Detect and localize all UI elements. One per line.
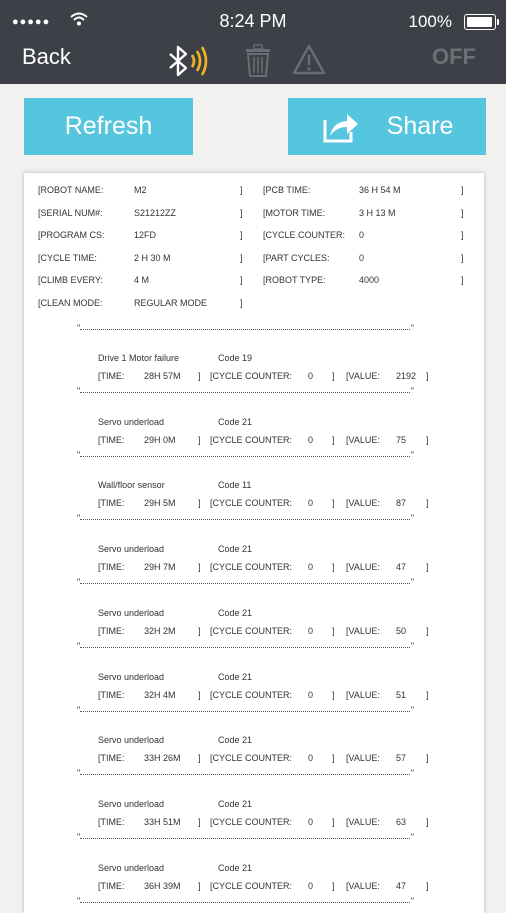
bracket: ]	[198, 816, 201, 827]
bracket: ]	[198, 880, 201, 891]
counter-value: 0	[308, 816, 314, 827]
separator	[80, 456, 410, 457]
time-value: 33H 26M	[144, 753, 181, 764]
value-label: [VALUE:	[346, 625, 380, 636]
info-label: [CYCLE COUNTER:	[263, 230, 346, 240]
counter-label: [CYCLE COUNTER:	[210, 625, 293, 636]
info-close: ]	[240, 297, 243, 308]
event-title: Servo underload	[98, 544, 165, 555]
info-label: [ROBOT NAME:	[38, 185, 104, 195]
event-code: Code 21	[218, 671, 253, 682]
info-close: ]	[240, 230, 243, 240]
bracket: ]	[426, 753, 429, 764]
counter-value: 0	[308, 371, 314, 381]
time-value: 29H 7M	[144, 562, 176, 573]
top-bar	[0, 0, 506, 84]
separator	[80, 711, 410, 712]
event-title: Servo underload	[98, 607, 165, 618]
event-title: Wall/floor sensor	[98, 480, 165, 491]
time-label: [TIME:	[98, 498, 125, 509]
info-label: [MOTOR TIME:	[263, 207, 326, 218]
time-value: 28H 57M	[144, 371, 181, 381]
value-value: 47	[396, 562, 407, 573]
separator	[80, 329, 410, 330]
value-label: [VALUE:	[346, 371, 380, 381]
bracket: ]	[198, 562, 201, 573]
info-label: [PCB TIME:	[263, 185, 311, 195]
info-close: ]	[240, 185, 243, 195]
value-label: [VALUE:	[346, 689, 380, 700]
bracket: ]	[332, 562, 335, 573]
bracket: ]	[198, 434, 201, 445]
info-label: [PROGRAM CS:	[38, 230, 105, 240]
event-title: Servo underload	[98, 671, 165, 682]
info-value: 4 M	[134, 275, 150, 285]
bluetooth-icon[interactable]	[166, 44, 226, 78]
info-close: ]	[461, 252, 464, 263]
time-label: [TIME:	[98, 880, 125, 891]
info-close: ]	[240, 207, 243, 218]
time-value: 32H 2M	[144, 625, 176, 636]
bracket: ]	[426, 689, 429, 700]
value-value: 2192	[396, 371, 417, 381]
time-label: [TIME:	[98, 371, 125, 381]
counter-label: [CYCLE COUNTER:	[210, 434, 293, 445]
signal-icon: ●●●●●	[12, 16, 51, 28]
time-label: [TIME:	[98, 689, 125, 700]
share-icon	[321, 110, 361, 144]
time-value: 29H 5M	[144, 498, 176, 509]
event-code: Code 19	[218, 353, 253, 363]
value-value: 51	[396, 689, 407, 700]
refresh-label: Refresh	[64, 112, 153, 140]
info-close: ]	[240, 275, 243, 285]
bracket: ]	[332, 625, 335, 636]
warning-icon[interactable]	[292, 44, 326, 76]
separator	[80, 838, 410, 839]
bracket: ]	[426, 371, 429, 381]
event-code: Code 11	[218, 480, 252, 491]
bracket: ]	[426, 816, 429, 827]
value-value: 50	[396, 625, 407, 636]
counter-value: 0	[308, 880, 314, 891]
counter-label: [CYCLE COUNTER:	[210, 498, 293, 509]
event-code: Code 21	[218, 416, 253, 427]
counter-label: [CYCLE COUNTER:	[210, 689, 293, 700]
value-label: [VALUE:	[346, 753, 380, 764]
info-value: 36 H 54 M	[359, 185, 401, 195]
value-label: [VALUE:	[346, 816, 380, 827]
value-value: 57	[396, 753, 407, 764]
info-label: [SERIAL NUM#:	[38, 207, 103, 218]
value-value: 87	[396, 498, 407, 509]
battery-icon	[464, 14, 496, 30]
info-value: 4000	[359, 275, 380, 285]
info-close: ]	[461, 230, 464, 240]
bracket: ]	[198, 371, 201, 381]
separator	[80, 902, 410, 903]
info-close: ]	[461, 275, 464, 285]
event-title: Servo underload	[98, 735, 165, 746]
counter-value: 0	[308, 689, 314, 700]
info-label: [CLIMB EVERY:	[38, 275, 103, 285]
bracket: ]	[332, 816, 335, 827]
separator	[80, 519, 410, 520]
time-label: [TIME:	[98, 816, 125, 827]
value-label: [VALUE:	[346, 434, 380, 445]
time-value: 32H 4M	[144, 689, 176, 700]
separator	[80, 774, 410, 775]
info-value: M2	[134, 185, 147, 195]
bracket: ]	[332, 498, 335, 509]
bracket: ]	[198, 498, 201, 509]
value-value: 63	[396, 816, 407, 827]
info-value: 2 H 30 M	[134, 252, 171, 263]
counter-value: 0	[308, 753, 314, 764]
counter-value: 0	[308, 434, 314, 445]
bracket: ]	[198, 689, 201, 700]
info-value: 0	[359, 252, 365, 263]
bracket: ]	[426, 625, 429, 636]
value-value: 75	[396, 434, 407, 445]
event-title: Servo underload	[98, 416, 165, 427]
info-close: ]	[461, 207, 464, 218]
info-label: [CLEAN MODE:	[38, 297, 103, 308]
battery-percent: 100%	[408, 12, 452, 31]
time-value: 33H 51M	[144, 816, 181, 827]
bracket: ]	[198, 625, 201, 636]
info-close: ]	[461, 185, 464, 195]
refresh-button[interactable]	[24, 98, 193, 155]
trash-icon[interactable]	[244, 44, 272, 78]
counter-value: 0	[308, 498, 314, 509]
bracket: ]	[426, 880, 429, 891]
counter-label: [CYCLE COUNTER:	[210, 562, 293, 573]
share-label: Share	[386, 112, 454, 140]
power-toggle[interactable]: OFF	[432, 44, 476, 69]
value-label: [VALUE:	[346, 498, 380, 509]
share-button[interactable]	[288, 98, 486, 155]
time-label: [TIME:	[98, 625, 125, 636]
bracket: ]	[426, 562, 429, 573]
info-value: REGULAR MODE	[134, 297, 208, 308]
info-value: 12FD	[134, 230, 157, 240]
bracket: ]	[332, 689, 335, 700]
counter-label: [CYCLE COUNTER:	[210, 880, 293, 891]
bracket: ]	[332, 753, 335, 764]
counter-label: [CYCLE COUNTER:	[210, 816, 293, 827]
info-close: ]	[240, 252, 243, 263]
info-label: [ROBOT TYPE:	[263, 275, 326, 285]
time-value: 29H 0M	[144, 434, 176, 445]
info-value: S21212ZZ	[134, 207, 177, 218]
separator	[80, 647, 410, 648]
back-button[interactable]: Back	[22, 44, 71, 69]
value-label: [VALUE:	[346, 880, 380, 891]
bracket: ]	[198, 753, 201, 764]
status-bar	[0, 0, 506, 42]
counter-value: 0	[308, 625, 314, 636]
event-code: Code 21	[218, 798, 253, 809]
time-label: [TIME:	[98, 434, 125, 445]
separator	[80, 583, 410, 584]
event-code: Code 21	[218, 735, 253, 746]
event-title: Servo underload	[98, 862, 165, 873]
status-time: 8:24 PM	[219, 11, 287, 31]
event-code: Code 21	[218, 544, 253, 555]
event-title: Servo underload	[98, 798, 165, 809]
time-value: 36H 39M	[144, 880, 181, 891]
bracket: ]	[332, 371, 335, 381]
bracket: ]	[426, 434, 429, 445]
value-value: 47	[396, 880, 407, 891]
report-panel	[24, 173, 484, 913]
counter-value: 0	[308, 562, 314, 573]
event-title: Drive 1 Motor failure	[98, 353, 180, 363]
bracket: ]	[426, 498, 429, 509]
event-code: Code 21	[218, 607, 253, 618]
separator	[80, 392, 410, 393]
info-label: [CYCLE TIME:	[38, 252, 97, 263]
counter-label: [CYCLE COUNTER:	[210, 753, 293, 764]
info-value: 3 H 13 M	[359, 207, 396, 218]
bracket: ]	[332, 434, 335, 445]
time-label: [TIME:	[98, 753, 125, 764]
info-value: 0	[359, 230, 365, 240]
counter-label: [CYCLE COUNTER:	[210, 371, 293, 381]
value-label: [VALUE:	[346, 562, 380, 573]
info-label: [PART CYCLES:	[263, 252, 330, 263]
bracket: ]	[332, 880, 335, 891]
event-code: Code 21	[218, 862, 253, 873]
time-label: [TIME:	[98, 562, 125, 573]
